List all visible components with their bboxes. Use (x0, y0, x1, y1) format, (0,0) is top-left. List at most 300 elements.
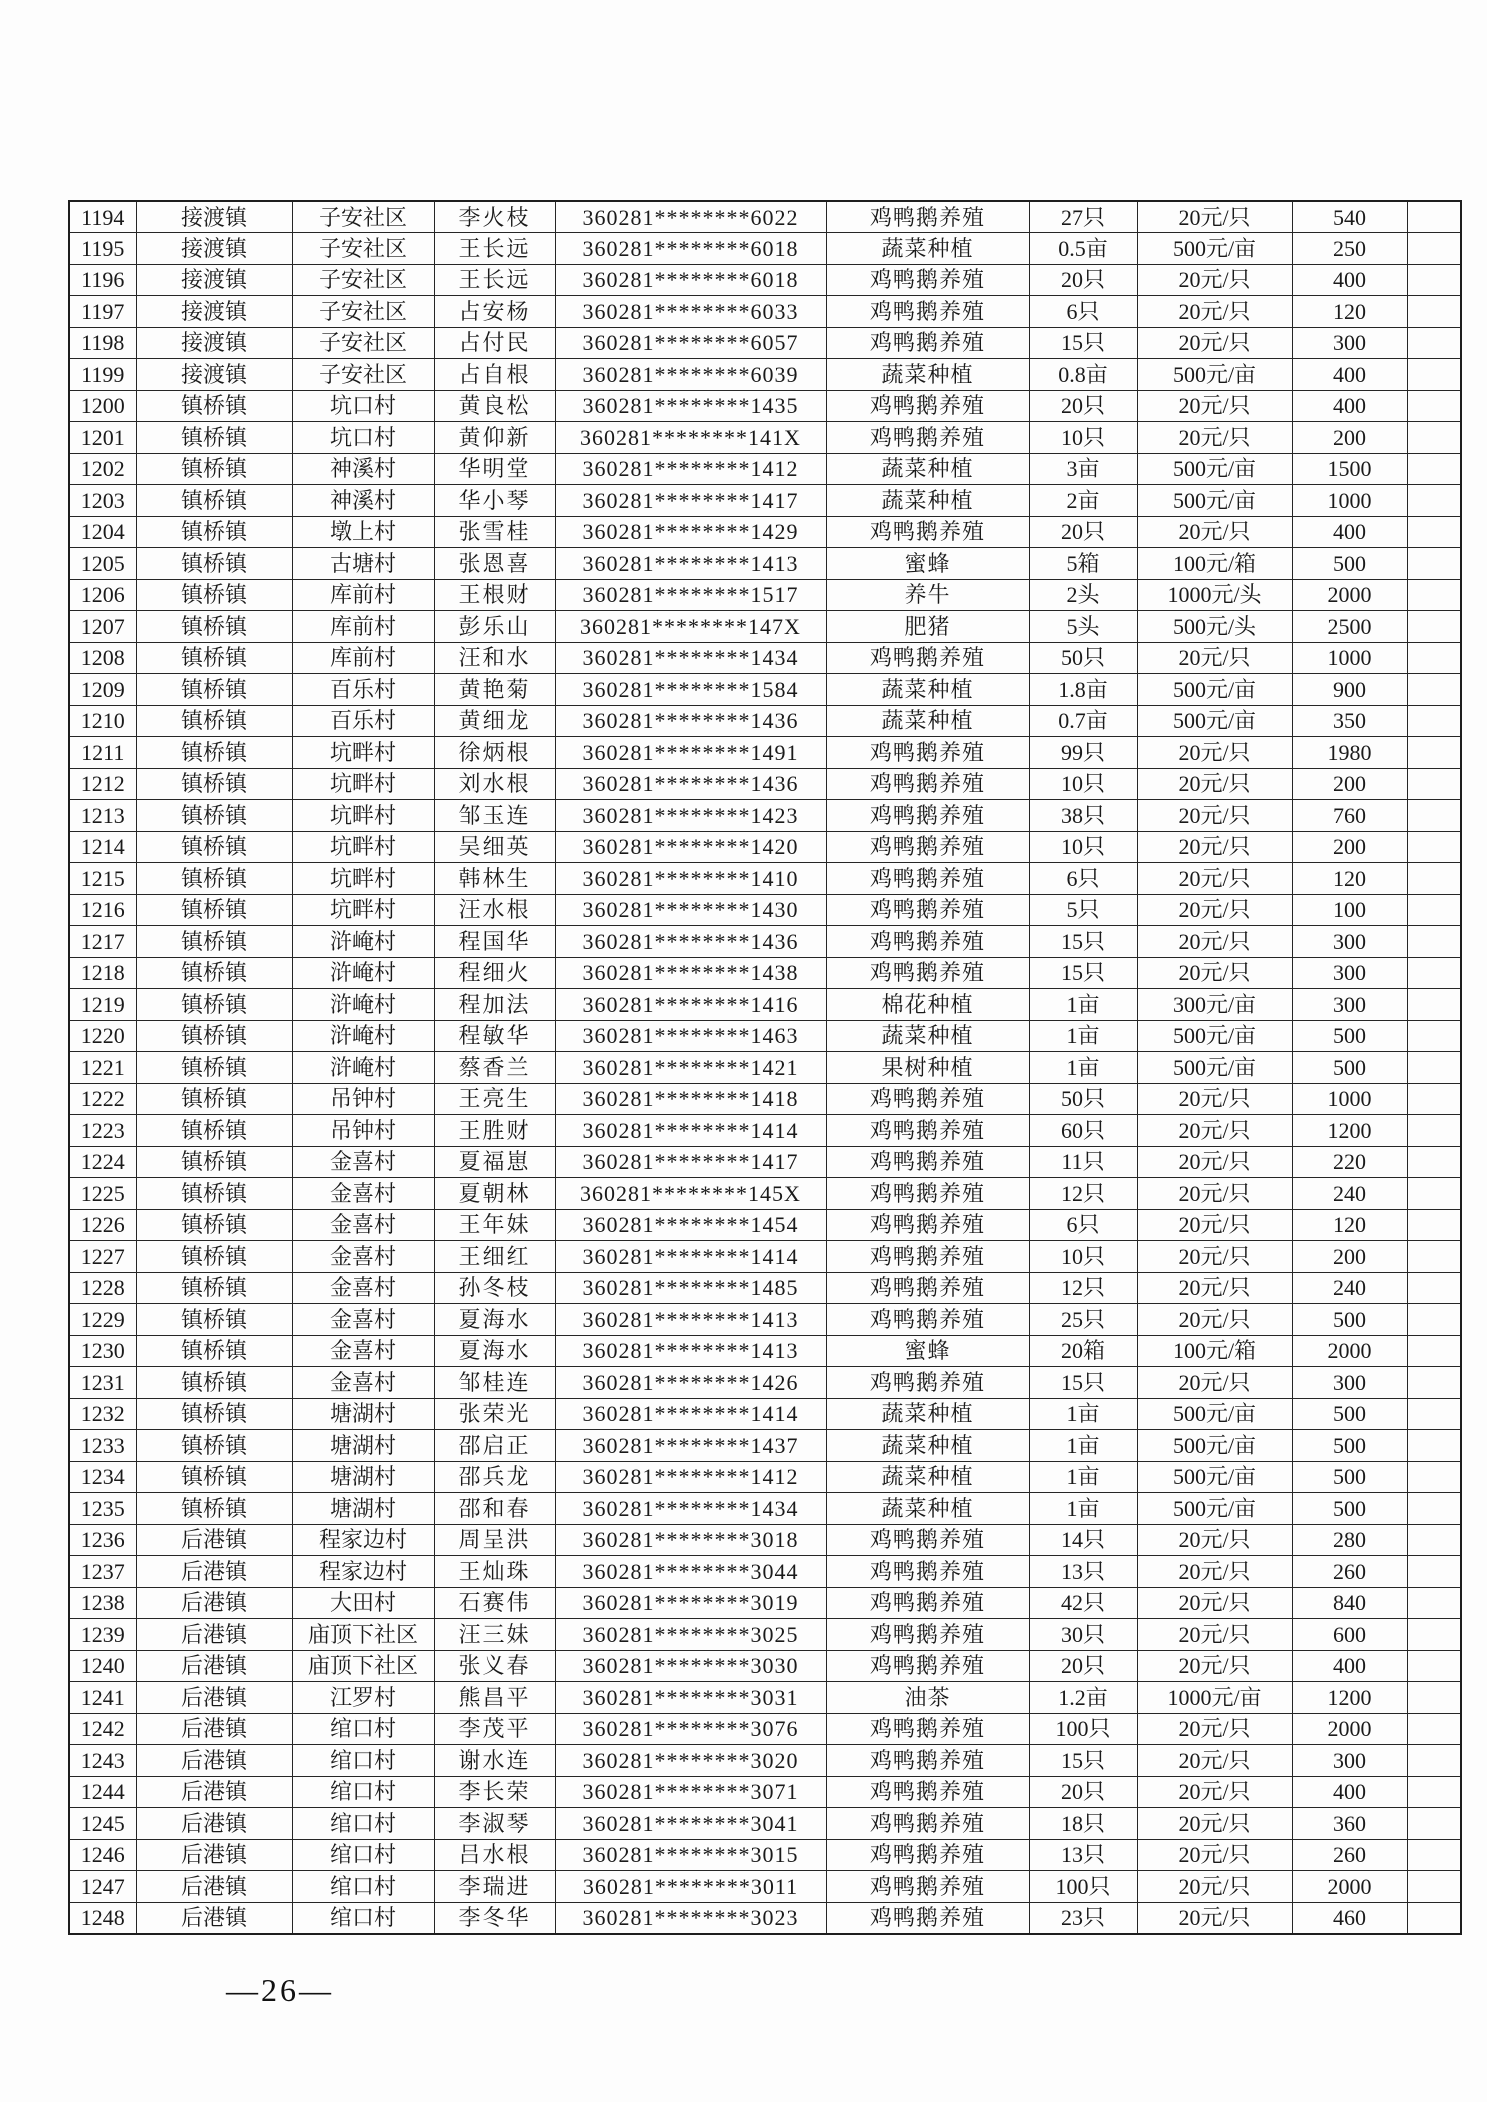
amount-cell: 200 (1292, 831, 1407, 863)
blank-cell (1407, 296, 1461, 328)
amount-cell: 300 (1292, 989, 1407, 1021)
table-row (69, 1304, 1461, 1336)
subsidy-item-cell: 蔬菜种植 (826, 485, 1029, 517)
id-number-cell: 360281********1410 (555, 863, 826, 895)
village-cell: 子安社区 (292, 296, 434, 328)
person-name-cell: 王根财 (434, 579, 555, 611)
person-name-cell: 吴细英 (434, 831, 555, 863)
village-cell: 金喜村 (292, 1335, 434, 1367)
row-number-cell: 1221 (69, 1052, 136, 1084)
rate-cell: 500元/亩 (1137, 453, 1292, 485)
blank-cell (1407, 1493, 1461, 1525)
town-cell: 镇桥镇 (136, 1461, 292, 1493)
row-number-cell: 1243 (69, 1745, 136, 1777)
row-number-cell: 1207 (69, 611, 136, 643)
blank-cell (1407, 1335, 1461, 1367)
table-row (69, 957, 1461, 989)
person-name-cell: 李淑琴 (434, 1808, 555, 1840)
subsidy-item-cell: 鸡鸭鹅养殖 (826, 422, 1029, 454)
blank-cell (1407, 1776, 1461, 1808)
amount-cell: 500 (1292, 1461, 1407, 1493)
blank-cell (1407, 548, 1461, 580)
town-cell: 镇桥镇 (136, 737, 292, 769)
town-cell: 后港镇 (136, 1713, 292, 1745)
row-number-cell: 1206 (69, 579, 136, 611)
table-row (69, 768, 1461, 800)
quantity-cell: 10只 (1029, 422, 1137, 454)
person-name-cell: 邵兵龙 (434, 1461, 555, 1493)
quantity-cell: 50只 (1029, 1083, 1137, 1115)
rate-cell: 500元/亩 (1137, 705, 1292, 737)
town-cell: 镇桥镇 (136, 957, 292, 989)
person-name-cell: 占自根 (434, 359, 555, 391)
row-number-cell: 1212 (69, 768, 136, 800)
subsidy-roster-table (68, 200, 1462, 1935)
table-row (69, 1052, 1461, 1084)
amount-cell: 1500 (1292, 453, 1407, 485)
rate-cell: 20元/只 (1137, 957, 1292, 989)
town-cell: 镇桥镇 (136, 1272, 292, 1304)
blank-cell (1407, 1178, 1461, 1210)
id-number-cell: 360281********3030 (555, 1650, 826, 1682)
table-row (69, 327, 1461, 359)
town-cell: 后港镇 (136, 1776, 292, 1808)
quantity-cell: 50只 (1029, 642, 1137, 674)
rate-cell: 500元/头 (1137, 611, 1292, 643)
town-cell: 接渡镇 (136, 359, 292, 391)
amount-cell: 840 (1292, 1587, 1407, 1619)
town-cell: 镇桥镇 (136, 1398, 292, 1430)
amount-cell: 2000 (1292, 579, 1407, 611)
subsidy-item-cell: 鸡鸭鹅养殖 (826, 264, 1029, 296)
town-cell: 镇桥镇 (136, 390, 292, 422)
village-cell: 坑口村 (292, 422, 434, 454)
quantity-cell: 15只 (1029, 1367, 1137, 1399)
person-name-cell: 周呈洪 (434, 1524, 555, 1556)
village-cell: 子安社区 (292, 327, 434, 359)
amount-cell: 300 (1292, 1367, 1407, 1399)
village-cell: 坑畔村 (292, 768, 434, 800)
quantity-cell: 18只 (1029, 1808, 1137, 1840)
quantity-cell: 1亩 (1029, 1020, 1137, 1052)
row-number-cell: 1214 (69, 831, 136, 863)
quantity-cell: 27只 (1029, 201, 1137, 233)
subsidy-item-cell: 果树种植 (826, 1052, 1029, 1084)
town-cell: 接渡镇 (136, 233, 292, 265)
town-cell: 镇桥镇 (136, 1209, 292, 1241)
blank-cell (1407, 1619, 1461, 1651)
blank-cell (1407, 1115, 1461, 1147)
amount-cell: 220 (1292, 1146, 1407, 1178)
rate-cell: 20元/只 (1137, 1587, 1292, 1619)
subsidy-item-cell: 鸡鸭鹅养殖 (826, 831, 1029, 863)
amount-cell: 300 (1292, 957, 1407, 989)
id-number-cell: 360281********1430 (555, 894, 826, 926)
quantity-cell: 20只 (1029, 1650, 1137, 1682)
person-name-cell: 邵启正 (434, 1430, 555, 1462)
quantity-cell: 30只 (1029, 1619, 1137, 1651)
town-cell: 镇桥镇 (136, 894, 292, 926)
subsidy-item-cell: 鸡鸭鹅养殖 (826, 1241, 1029, 1273)
blank-cell (1407, 894, 1461, 926)
town-cell: 镇桥镇 (136, 1020, 292, 1052)
id-number-cell: 360281********3031 (555, 1682, 826, 1714)
town-cell: 镇桥镇 (136, 642, 292, 674)
row-number-cell: 1224 (69, 1146, 136, 1178)
town-cell: 后港镇 (136, 1524, 292, 1556)
subsidy-item-cell: 鸡鸭鹅养殖 (826, 516, 1029, 548)
row-number-cell: 1225 (69, 1178, 136, 1210)
amount-cell: 2500 (1292, 611, 1407, 643)
id-number-cell: 360281********1416 (555, 989, 826, 1021)
rate-cell: 500元/亩 (1137, 1461, 1292, 1493)
rate-cell: 20元/只 (1137, 1839, 1292, 1871)
town-cell: 镇桥镇 (136, 1146, 292, 1178)
quantity-cell: 20箱 (1029, 1335, 1137, 1367)
row-number-cell: 1194 (69, 201, 136, 233)
town-cell: 镇桥镇 (136, 579, 292, 611)
village-cell: 坑畔村 (292, 894, 434, 926)
row-number-cell: 1246 (69, 1839, 136, 1871)
amount-cell: 1000 (1292, 642, 1407, 674)
blank-cell (1407, 642, 1461, 674)
town-cell: 后港镇 (136, 1619, 292, 1651)
amount-cell: 200 (1292, 1241, 1407, 1273)
village-cell: 金喜村 (292, 1209, 434, 1241)
table-row (69, 1650, 1461, 1682)
village-cell: 金喜村 (292, 1272, 434, 1304)
village-cell: 神溪村 (292, 453, 434, 485)
id-number-cell: 360281********6039 (555, 359, 826, 391)
subsidy-item-cell: 鸡鸭鹅养殖 (826, 201, 1029, 233)
table-row (69, 422, 1461, 454)
blank-cell (1407, 1902, 1461, 1934)
rate-cell: 500元/亩 (1137, 359, 1292, 391)
subsidy-item-cell: 鸡鸭鹅养殖 (826, 1083, 1029, 1115)
person-name-cell: 华明堂 (434, 453, 555, 485)
subsidy-item-cell: 鸡鸭鹅养殖 (826, 926, 1029, 958)
table-row (69, 1682, 1461, 1714)
blank-cell (1407, 1808, 1461, 1840)
village-cell: 庙顶下社区 (292, 1650, 434, 1682)
person-name-cell: 李冬华 (434, 1902, 555, 1934)
subsidy-item-cell: 鸡鸭鹅养殖 (826, 1776, 1029, 1808)
quantity-cell: 2亩 (1029, 485, 1137, 517)
person-name-cell: 黄细龙 (434, 705, 555, 737)
table-row (69, 516, 1461, 548)
table-row (69, 674, 1461, 706)
table-row (69, 1713, 1461, 1745)
table-row (69, 1335, 1461, 1367)
id-number-cell: 360281********1412 (555, 453, 826, 485)
village-cell: 程家边村 (292, 1556, 434, 1588)
id-number-cell: 360281********1412 (555, 1461, 826, 1493)
town-cell: 镇桥镇 (136, 1241, 292, 1273)
id-number-cell: 360281********3019 (555, 1587, 826, 1619)
blank-cell (1407, 1461, 1461, 1493)
blank-cell (1407, 485, 1461, 517)
amount-cell: 540 (1292, 201, 1407, 233)
subsidy-item-cell: 鸡鸭鹅养殖 (826, 1304, 1029, 1336)
town-cell: 镇桥镇 (136, 1178, 292, 1210)
village-cell: 金喜村 (292, 1241, 434, 1273)
village-cell: 子安社区 (292, 201, 434, 233)
town-cell: 后港镇 (136, 1556, 292, 1588)
blank-cell (1407, 1839, 1461, 1871)
subsidy-item-cell: 鸡鸭鹅养殖 (826, 1619, 1029, 1651)
person-name-cell: 李瑞进 (434, 1871, 555, 1903)
id-number-cell: 360281********1434 (555, 1493, 826, 1525)
table-row (69, 894, 1461, 926)
quantity-cell: 42只 (1029, 1587, 1137, 1619)
rate-cell: 20元/只 (1137, 1745, 1292, 1777)
subsidy-item-cell: 蔬菜种植 (826, 1430, 1029, 1462)
person-name-cell: 李茂平 (434, 1713, 555, 1745)
row-number-cell: 1222 (69, 1083, 136, 1115)
quantity-cell: 1亩 (1029, 1430, 1137, 1462)
blank-cell (1407, 1650, 1461, 1682)
town-cell: 镇桥镇 (136, 1052, 292, 1084)
table-row (69, 390, 1461, 422)
blank-cell (1407, 201, 1461, 233)
village-cell: 塘湖村 (292, 1461, 434, 1493)
town-cell: 镇桥镇 (136, 485, 292, 517)
quantity-cell: 20只 (1029, 1776, 1137, 1808)
subsidy-item-cell: 鸡鸭鹅养殖 (826, 642, 1029, 674)
row-number-cell: 1248 (69, 1902, 136, 1934)
subsidy-item-cell: 蔬菜种植 (826, 674, 1029, 706)
blank-cell (1407, 989, 1461, 1021)
village-cell: 浒崦村 (292, 1020, 434, 1052)
person-name-cell: 华小琴 (434, 485, 555, 517)
rate-cell: 20元/只 (1137, 1241, 1292, 1273)
row-number-cell: 1196 (69, 264, 136, 296)
subsidy-item-cell: 鸡鸭鹅养殖 (826, 327, 1029, 359)
amount-cell: 500 (1292, 1304, 1407, 1336)
subsidy-item-cell: 鸡鸭鹅养殖 (826, 1367, 1029, 1399)
table-row (69, 1619, 1461, 1651)
person-name-cell: 王长远 (434, 233, 555, 265)
table-row (69, 1871, 1461, 1903)
row-number-cell: 1217 (69, 926, 136, 958)
person-name-cell: 汪水根 (434, 894, 555, 926)
subsidy-item-cell: 蔬菜种植 (826, 233, 1029, 265)
rate-cell: 20元/只 (1137, 327, 1292, 359)
town-cell: 镇桥镇 (136, 1335, 292, 1367)
id-number-cell: 360281********3041 (555, 1808, 826, 1840)
town-cell: 镇桥镇 (136, 989, 292, 1021)
person-name-cell: 孙冬枝 (434, 1272, 555, 1304)
blank-cell (1407, 1020, 1461, 1052)
quantity-cell: 10只 (1029, 1241, 1137, 1273)
id-number-cell: 360281********1414 (555, 1398, 826, 1430)
amount-cell: 760 (1292, 800, 1407, 832)
amount-cell: 120 (1292, 296, 1407, 328)
table-row (69, 1524, 1461, 1556)
amount-cell: 400 (1292, 1650, 1407, 1682)
rate-cell: 500元/亩 (1137, 485, 1292, 517)
town-cell: 镇桥镇 (136, 422, 292, 454)
amount-cell: 120 (1292, 863, 1407, 895)
table-row (69, 1493, 1461, 1525)
blank-cell (1407, 1209, 1461, 1241)
table-row (69, 737, 1461, 769)
town-cell: 接渡镇 (136, 201, 292, 233)
quantity-cell: 99只 (1029, 737, 1137, 769)
id-number-cell: 360281********141X (555, 422, 826, 454)
amount-cell: 400 (1292, 390, 1407, 422)
id-number-cell: 360281********1426 (555, 1367, 826, 1399)
person-name-cell: 徐炳根 (434, 737, 555, 769)
quantity-cell: 1.8亩 (1029, 674, 1137, 706)
row-number-cell: 1239 (69, 1619, 136, 1651)
id-number-cell: 360281********3025 (555, 1619, 826, 1651)
table-row (69, 1556, 1461, 1588)
id-number-cell: 360281********1434 (555, 642, 826, 674)
town-cell: 镇桥镇 (136, 548, 292, 580)
subsidy-item-cell: 鸡鸭鹅养殖 (826, 296, 1029, 328)
table-row (69, 485, 1461, 517)
subsidy-item-cell: 鸡鸭鹅养殖 (826, 1178, 1029, 1210)
row-number-cell: 1218 (69, 957, 136, 989)
blank-cell (1407, 327, 1461, 359)
blank-cell (1407, 422, 1461, 454)
blank-cell (1407, 737, 1461, 769)
person-name-cell: 熊昌平 (434, 1682, 555, 1714)
id-number-cell: 360281********1413 (555, 548, 826, 580)
table-row (69, 926, 1461, 958)
village-cell: 金喜村 (292, 1146, 434, 1178)
blank-cell (1407, 1745, 1461, 1777)
person-name-cell: 韩林生 (434, 863, 555, 895)
rate-cell: 20元/只 (1137, 800, 1292, 832)
village-cell: 浒崦村 (292, 926, 434, 958)
person-name-cell: 张荣光 (434, 1398, 555, 1430)
village-cell: 百乐村 (292, 705, 434, 737)
village-cell: 库前村 (292, 642, 434, 674)
village-cell: 江罗村 (292, 1682, 434, 1714)
id-number-cell: 360281********3076 (555, 1713, 826, 1745)
id-number-cell: 360281********1584 (555, 674, 826, 706)
row-number-cell: 1245 (69, 1808, 136, 1840)
town-cell: 镇桥镇 (136, 1115, 292, 1147)
quantity-cell: 100只 (1029, 1871, 1137, 1903)
blank-cell (1407, 359, 1461, 391)
table-row (69, 863, 1461, 895)
quantity-cell: 38只 (1029, 800, 1137, 832)
person-name-cell: 占付民 (434, 327, 555, 359)
table-row (69, 831, 1461, 863)
town-cell: 接渡镇 (136, 296, 292, 328)
row-number-cell: 1244 (69, 1776, 136, 1808)
blank-cell (1407, 1713, 1461, 1745)
amount-cell: 300 (1292, 327, 1407, 359)
id-number-cell: 360281********1436 (555, 926, 826, 958)
amount-cell: 260 (1292, 1839, 1407, 1871)
rate-cell: 20元/只 (1137, 390, 1292, 422)
person-name-cell: 吕水根 (434, 1839, 555, 1871)
village-cell: 金喜村 (292, 1304, 434, 1336)
amount-cell: 300 (1292, 1745, 1407, 1777)
table-row (69, 579, 1461, 611)
blank-cell (1407, 1083, 1461, 1115)
table-row (69, 989, 1461, 1021)
subsidy-item-cell: 鸡鸭鹅养殖 (826, 894, 1029, 926)
subsidy-item-cell: 养牛 (826, 579, 1029, 611)
town-cell: 后港镇 (136, 1871, 292, 1903)
amount-cell: 400 (1292, 359, 1407, 391)
rate-cell: 20元/只 (1137, 1272, 1292, 1304)
person-name-cell: 程敏华 (434, 1020, 555, 1052)
blank-cell (1407, 1241, 1461, 1273)
quantity-cell: 2头 (1029, 579, 1137, 611)
town-cell: 镇桥镇 (136, 800, 292, 832)
blank-cell (1407, 1556, 1461, 1588)
amount-cell: 1980 (1292, 737, 1407, 769)
blank-cell (1407, 768, 1461, 800)
quantity-cell: 15只 (1029, 1745, 1137, 1777)
row-number-cell: 1200 (69, 390, 136, 422)
table-row (69, 1808, 1461, 1840)
rate-cell: 20元/只 (1137, 768, 1292, 800)
quantity-cell: 20只 (1029, 516, 1137, 548)
amount-cell: 360 (1292, 1808, 1407, 1840)
town-cell: 后港镇 (136, 1682, 292, 1714)
quantity-cell: 20只 (1029, 264, 1137, 296)
id-number-cell: 360281********1429 (555, 516, 826, 548)
rate-cell: 1000元/头 (1137, 579, 1292, 611)
rate-cell: 20元/只 (1137, 1083, 1292, 1115)
blank-cell (1407, 1146, 1461, 1178)
row-number-cell: 1232 (69, 1398, 136, 1430)
quantity-cell: 12只 (1029, 1272, 1137, 1304)
subsidy-item-cell: 鸡鸭鹅养殖 (826, 800, 1029, 832)
amount-cell: 1200 (1292, 1115, 1407, 1147)
town-cell: 接渡镇 (136, 264, 292, 296)
id-number-cell: 360281********6018 (555, 233, 826, 265)
rate-cell: 20元/只 (1137, 516, 1292, 548)
quantity-cell: 60只 (1029, 1115, 1137, 1147)
quantity-cell: 5头 (1029, 611, 1137, 643)
amount-cell: 400 (1292, 264, 1407, 296)
village-cell: 浒崦村 (292, 989, 434, 1021)
row-number-cell: 1215 (69, 863, 136, 895)
person-name-cell: 王年妹 (434, 1209, 555, 1241)
blank-cell (1407, 1272, 1461, 1304)
town-cell: 后港镇 (136, 1808, 292, 1840)
rate-cell: 20元/只 (1137, 201, 1292, 233)
rate-cell: 500元/亩 (1137, 1430, 1292, 1462)
rate-cell: 20元/只 (1137, 831, 1292, 863)
id-number-cell: 360281********6033 (555, 296, 826, 328)
blank-cell (1407, 453, 1461, 485)
table-row (69, 705, 1461, 737)
amount-cell: 1000 (1292, 485, 1407, 517)
table-row (69, 1272, 1461, 1304)
row-number-cell: 1238 (69, 1587, 136, 1619)
rate-cell: 20元/只 (1137, 422, 1292, 454)
subsidy-item-cell: 鸡鸭鹅养殖 (826, 1713, 1029, 1745)
id-number-cell: 360281********1413 (555, 1335, 826, 1367)
rate-cell: 20元/只 (1137, 1808, 1292, 1840)
subsidy-item-cell: 鸡鸭鹅养殖 (826, 737, 1029, 769)
quantity-cell: 14只 (1029, 1524, 1137, 1556)
quantity-cell: 6只 (1029, 863, 1137, 895)
row-number-cell: 1229 (69, 1304, 136, 1336)
quantity-cell: 15只 (1029, 957, 1137, 989)
amount-cell: 250 (1292, 233, 1407, 265)
village-cell: 金喜村 (292, 1367, 434, 1399)
